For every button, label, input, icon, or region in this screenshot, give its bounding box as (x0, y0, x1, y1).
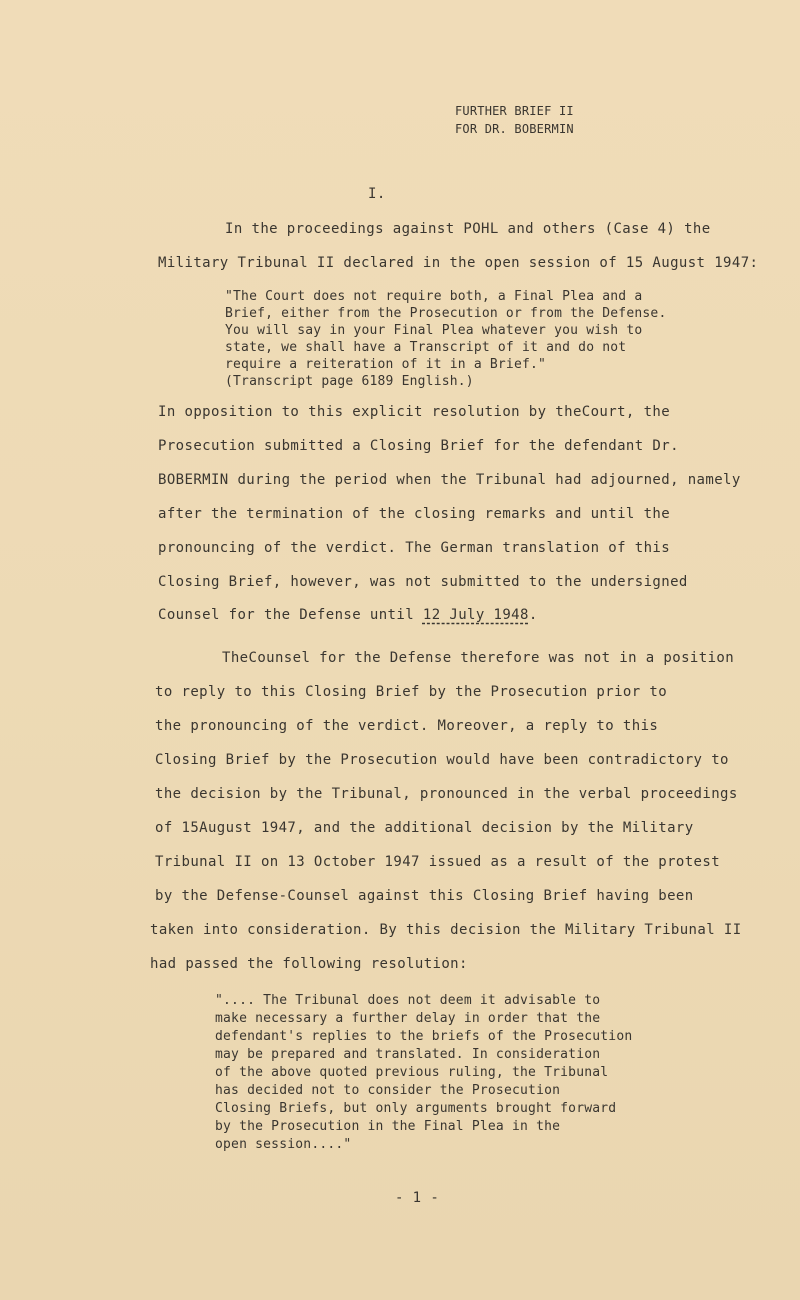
quote2-line: of the above quoted previous ruling, the Tribunal (215, 1065, 609, 1080)
paragraph3-line: Closing Brief by the Prosecution would have been contradictory to (155, 752, 729, 768)
brief-subtitle: FOR DR. BOBERMIN (455, 122, 574, 136)
quote2-line: ".... The Tribunal does not deem it advisable to (215, 993, 601, 1008)
page-number: - 1 - (395, 1190, 440, 1206)
quote1-line: Brief, either from the Prosecution or from the Defense. (225, 306, 667, 321)
section-number: I. (368, 186, 386, 202)
quote2-line: open session...." (215, 1137, 352, 1152)
quote1-line: You will say in your Final Plea whatever you wish to (225, 323, 643, 338)
quote1-line: state, we shall have a Transcript of it and do not (225, 340, 627, 355)
paragraph2-line: BOBERMIN during the period when the Tribunal had adjourned, namely (158, 472, 741, 488)
quote2-line: Closing Briefs, but only arguments brought forward (215, 1101, 617, 1116)
paragraph2-line: pronouncing of the verdict. The German translation of this (158, 540, 671, 556)
paragraph2-line: Closing Brief, however, was not submitted to the undersigned (158, 574, 688, 590)
quote2-line: may be prepared and translated. In consideration (215, 1047, 601, 1062)
quote1-line: require a reiteration of it in a Brief." (225, 357, 547, 372)
quote2-line: defendant's replies to the briefs of the Prosecution (215, 1029, 633, 1044)
paragraph3-line: TheCounsel for the Defense therefore was not in a position (222, 650, 735, 666)
paragraph2-line: In opposition to this explicit resolution by theCourt, the (158, 404, 671, 420)
paragraph2-last-line-prefix: Counsel for the Defense until (158, 607, 423, 623)
paragraph1-line: In the proceedings against POHL and others (Case 4) the (225, 221, 711, 237)
quote1-line: "The Court does not require both, a Final Plea and a (225, 289, 643, 304)
paragraph3-line: of 15August 1947, and the additional decision by the Military (155, 820, 694, 836)
paragraph2-last-line (158, 607, 538, 623)
paragraph2-last-line-suffix: . (528, 607, 538, 623)
paragraph3-line: to reply to this Closing Brief by the Prosecution prior to (155, 684, 668, 700)
quote2-line: make necessary a further delay in order that the (215, 1011, 601, 1026)
paragraph3-line: the pronouncing of the verdict. Moreover, a reply to this (155, 718, 659, 734)
paragraph3-line: taken into consideration. By this decision the Military Tribunal II (150, 922, 742, 938)
quote2-line: has decided not to consider the Prosecution (215, 1083, 561, 1098)
brief-title: FURTHER BRIEF II (455, 104, 574, 118)
quote1-line: (Transcript page 6189 English.) (225, 374, 474, 389)
paragraph2-line: Prosecution submitted a Closing Brief for the defendant Dr. (158, 438, 679, 454)
paragraph3-line: by the Defense-Counsel against this Closing Brief having been (155, 888, 694, 904)
underlined-date: 12 July 1948 (422, 607, 529, 623)
paragraph3-line: Tribunal II on 13 October 1947 issued as a result of the protest (155, 854, 721, 870)
quote2-line: by the Prosecution in the Final Plea in the (215, 1119, 561, 1134)
paragraph3-line: had passed the following resolution: (150, 956, 468, 972)
paragraph2-line: after the termination of the closing remarks and until the (158, 506, 671, 522)
paragraph3-line: the decision by the Tribunal, pronounced in the verbal proceedings (155, 786, 738, 802)
paragraph1-line: Military Tribunal II declared in the open session of 15 August 1947: (158, 255, 759, 271)
